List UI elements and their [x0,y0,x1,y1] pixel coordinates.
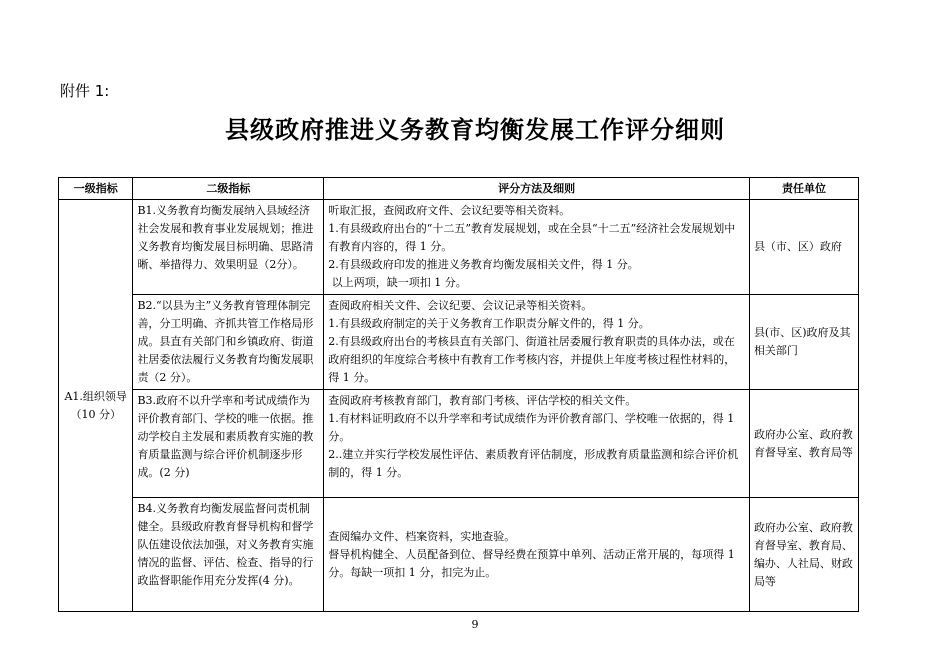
method-line: 督导机构健全、人员配备到位、督导经费在预算中单列、活动正常开展的，每项得 1 分。每缺一项扣 1 分，扣完为止。 [328,547,735,579]
method-line: 1.有县级政府制定的关于义务教育工作职责分解文件的，得 1 分。 [328,317,650,330]
responsible-cell: 政府办公室、政府教育督导室、教育局等 [749,390,858,498]
method-line: 查阅编办文件、档案资料，实地查验。 [328,529,516,543]
header-responsible: 责任单位 [749,178,858,200]
level1-cell [59,200,133,612]
level2-cell: B1.义务教育均衡发展纳入县域经济社会发展和教育事业发展规划；推进义务教育均衡发展目标明确、思路清晰、举措得力、效果明显（2分）。 [133,200,324,295]
method-line: 1.有县级政府出台的“十二五”教育发展规划，或在全县“十二五”经济社会发展规划中有教育内容的，得 1 分。 [328,222,736,253]
method-line: 1.有材料证明政府不以升学率和考试成绩作为评价教育部门、学校唯一依据的，得 1 分。 [328,412,735,443]
method-cell [324,390,750,498]
method-cell [324,498,750,612]
responsible-cell: 政府办公室、政府教育督导室、教育局、编办、人社局、财政局等 [749,498,858,612]
level2-cell: B2.“以县为主”义务教育管理体制完善，分工明确、齐抓共管工作格局形成。县直有关部门和乡镇政府、街道社居委依法履行义务教育均衡发展职责（2 分）。 [133,295,324,390]
attachment-label: 附件 1: [60,82,110,100]
scoring-table [58,177,859,612]
table-row [59,295,859,390]
header-level2: 二级指标 [133,178,324,200]
method-line: 2.有县级政府出台的考核县直有关部门、街道社居委履行教育职责的具体办法，或在政府组织的年度综合考核中有教育工作考核内容，并提供上年度考核过程性材料的，得 1 分。 [328,335,736,384]
method-line: 2..建立并实行学校发展性评估、素质教育评估制度，形成教育质量监测和综合评价机制的，得 1 分。 [328,448,739,479]
page-number: 9 [471,618,479,631]
responsible-cell: 县(市、区)政府及其相关部门 [749,295,858,390]
level1-name: A1.组织领导 [64,389,127,403]
level1-points: （10 分） [70,407,121,421]
method-line: 2.有县级政府印发的推进义务教育均衡发展相关文件，得 1 分。 [328,258,639,271]
table-row [59,390,859,498]
document-title: 县级政府推进义务教育均衡发展工作评分细则 [225,116,725,144]
table-header-row [59,178,859,200]
method-line: 听取汇报，查阅政府文件、会议纪要等相关资料。 [328,204,571,217]
level2-cell: B4.义务教育均衡发展监督问责机制健全。县级政府教育督导机构和督学队伍建设依法加强，对义务教育实施情况的监督、评估、检查、指导的行政监督职能作用充分发挥(4 分)。 [133,498,324,612]
responsible-cell: 县（市、区）政府 [749,200,858,295]
method-line: 以上两项，缺一项扣 1 分。 [328,276,467,289]
header-method: 评分方法及细则 [324,178,750,200]
table-row [59,200,859,295]
table-row [59,498,859,612]
method-line: 查阅政府考核教育部门，教育部门考核、评估学校的相关文件。 [328,394,637,407]
level2-cell: B3.政府不以升学率和考试成绩作为评价教育部门、学校的唯一依据。推动学校自主发展和素质教育实施的教育质量监测与综合评价机制逐步形成。(2 分) [133,390,324,498]
method-line: 查阅政府相关文件、会议纪要、会议记录等相关资料。 [328,299,593,312]
header-level1: 一级指标 [59,178,133,200]
method-cell [324,295,750,390]
method-cell [324,200,750,295]
